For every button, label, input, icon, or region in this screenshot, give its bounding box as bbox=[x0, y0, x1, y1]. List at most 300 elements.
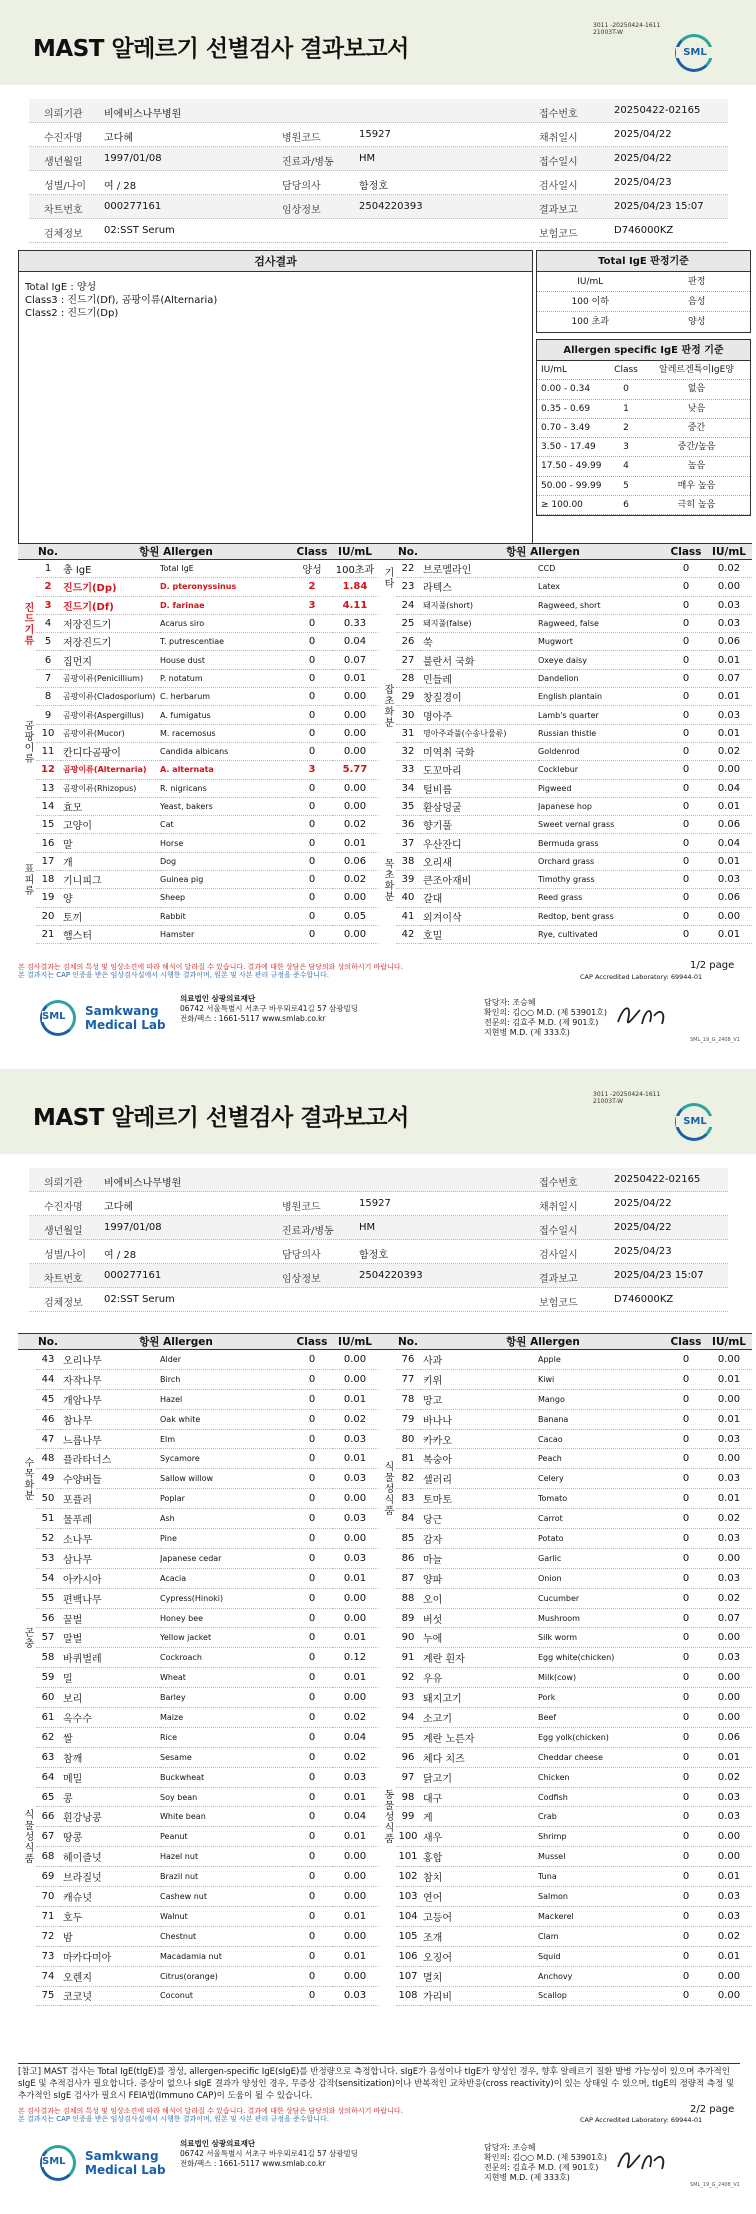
info-value: 고다혜 bbox=[104, 133, 133, 144]
allergen-class: 0 bbox=[292, 1946, 332, 1966]
allergen-name-en: Guinea pig bbox=[160, 871, 292, 889]
allergen-name-en: Acarus siro bbox=[160, 614, 292, 632]
info-label: 병원코드 bbox=[282, 1202, 321, 1213]
allergen-class: 0 bbox=[292, 779, 332, 797]
allergen-class: 0 bbox=[666, 1588, 706, 1608]
table-row bbox=[18, 1608, 378, 1628]
allergen-name-en: Sesame bbox=[160, 1747, 292, 1767]
allergen-name-en: Dandelion bbox=[538, 669, 666, 687]
allergen-no: 48 bbox=[36, 1449, 60, 1469]
allergen-iu: 0.00 bbox=[706, 1986, 752, 2006]
allergen-name-en: Squid bbox=[538, 1946, 666, 1966]
info-value: 2025/04/22 bbox=[614, 1222, 672, 1233]
allergen-name-ko: 저장진드기 bbox=[60, 633, 160, 651]
allergen-class: 0 bbox=[666, 1429, 706, 1449]
allergen-class: 0 bbox=[292, 1787, 332, 1807]
allergen-name-ko: 곰팡이류(Alternaria) bbox=[60, 761, 160, 779]
allergen-class: 0 bbox=[666, 1946, 706, 1966]
table-row bbox=[378, 1727, 752, 1747]
allergen-class: 0 bbox=[292, 1369, 332, 1389]
allergen-iu: 0.00 bbox=[332, 706, 378, 724]
allergen-iu: 0.00 bbox=[332, 1350, 378, 1370]
allergen-name-ko: 말 bbox=[60, 834, 160, 852]
class-header: Class bbox=[666, 1334, 706, 1350]
allergen-class: 0 bbox=[666, 1966, 706, 1986]
allergen-class: 0 bbox=[666, 1747, 706, 1767]
test-results-body: Total IgE : 양성 Class3 : 진드기(Df), 곰팡이류(Alternaria) Class2 : 진드기(Dp) bbox=[25, 282, 218, 319]
patient-info bbox=[29, 99, 728, 243]
allergen-class: 3 bbox=[292, 596, 332, 614]
allergen-class: 0 bbox=[666, 889, 706, 907]
allergen-name-en: Cucumber bbox=[538, 1588, 666, 1608]
table-row bbox=[378, 1906, 752, 1926]
info-value: 여 / 28 bbox=[104, 1250, 137, 1261]
allergen-class: 0 bbox=[666, 1389, 706, 1409]
allergen-name-en: Mango bbox=[538, 1389, 666, 1409]
allergen-class: 0 bbox=[292, 1469, 332, 1489]
table-row bbox=[18, 907, 378, 925]
allergen-no: 3 bbox=[36, 596, 60, 614]
allergen-iu: 0.03 bbox=[706, 1568, 752, 1588]
allergen-name-en: Sheep bbox=[160, 889, 292, 907]
allergen-iu: 0.01 bbox=[332, 834, 378, 852]
table-row bbox=[378, 1389, 752, 1409]
info-row bbox=[29, 1288, 728, 1312]
iu-header: IU/mL bbox=[706, 544, 752, 560]
allergen-name-ko: 누에 bbox=[420, 1628, 538, 1648]
group-label: 기타 bbox=[382, 567, 393, 590]
table-row bbox=[18, 742, 378, 760]
allergen-iu: 1.84 bbox=[332, 578, 378, 596]
allergen-iu: 0.03 bbox=[706, 1429, 752, 1449]
allergen-no: 34 bbox=[396, 779, 420, 797]
allergen-name-en: Horse bbox=[160, 834, 292, 852]
allergen-class: 0 bbox=[666, 779, 706, 797]
allergen-name-ko: 브로멜라인 bbox=[420, 560, 538, 578]
iu-header: IU/mL bbox=[332, 1334, 378, 1350]
allergen-name-en: Sallow willow bbox=[160, 1469, 292, 1489]
samkwang-logo: SML Samkwang Medical Lab bbox=[40, 2143, 180, 2183]
allergen-name-en: Cheddar cheese bbox=[538, 1747, 666, 1767]
table-row bbox=[378, 871, 752, 889]
allergen-iu: 0.02 bbox=[332, 871, 378, 889]
table-header-row bbox=[18, 544, 378, 560]
allergen-no: 18 bbox=[36, 871, 60, 889]
table-row bbox=[378, 1926, 752, 1946]
info-row bbox=[29, 219, 728, 243]
allergen-no: 29 bbox=[396, 688, 420, 706]
group-header bbox=[378, 1334, 396, 1350]
info-row bbox=[29, 195, 728, 219]
info-value: 1997/01/08 bbox=[104, 153, 162, 164]
allergen-name-ko: 코코넛 bbox=[60, 1986, 160, 2006]
allergen-name-ko: 곰팡이류(Aspergillus) bbox=[60, 706, 160, 724]
allergen-name-ko: 갈대 bbox=[420, 889, 538, 907]
allergen-iu: 0.00 bbox=[332, 889, 378, 907]
allergen-iu: 0.06 bbox=[332, 852, 378, 870]
allergen-class: 0 bbox=[666, 871, 706, 889]
allergen-iu: 0.03 bbox=[332, 1429, 378, 1449]
allergen-iu: 0.06 bbox=[706, 1727, 752, 1747]
info-value: 고다혜 bbox=[104, 1202, 133, 1213]
group-label: 식물성식품 bbox=[382, 1461, 393, 1517]
allergen-no: 68 bbox=[36, 1847, 60, 1867]
allergen-class: 0 bbox=[666, 1608, 706, 1628]
allergen-name-ko: 진드기(Df) bbox=[60, 596, 160, 614]
group-label: 식물성식품 bbox=[22, 1809, 33, 1865]
info-label: 채취일시 bbox=[539, 133, 578, 144]
allergen-name-en: Coconut bbox=[160, 1986, 292, 2006]
allergen-name-en: Apple bbox=[538, 1350, 666, 1370]
info-value: 비에비스나무병원 bbox=[104, 1178, 182, 1189]
allergen-name-en: Chestnut bbox=[160, 1926, 292, 1946]
table-row bbox=[378, 724, 752, 742]
allergen-iu: 0.07 bbox=[706, 669, 752, 687]
group-label: 동물성식품 bbox=[382, 1789, 393, 1845]
allergen-class: 0 bbox=[666, 797, 706, 815]
allergen-name-en: Sweet vernal grass bbox=[538, 816, 666, 834]
allergen-name-en: Sycamore bbox=[160, 1449, 292, 1469]
class-header: Class bbox=[666, 544, 706, 560]
allergen-iu: 0.00 bbox=[332, 1369, 378, 1389]
allergen-name-ko: 민들레 bbox=[420, 669, 538, 687]
allergen-name-ko: 소고기 bbox=[420, 1708, 538, 1728]
iu-header: IU/mL bbox=[332, 544, 378, 560]
table-row bbox=[18, 1429, 378, 1449]
table-row bbox=[378, 1628, 752, 1648]
allergen-no: 53 bbox=[36, 1548, 60, 1568]
allergen-iu: 0.00 bbox=[332, 1887, 378, 1907]
class-header: Class bbox=[292, 544, 332, 560]
table-row bbox=[18, 669, 378, 687]
allergen-name-en: Mugwort bbox=[538, 633, 666, 651]
page-number: 2/2 page bbox=[690, 2104, 735, 2115]
allergen-name-en: Salmon bbox=[538, 1887, 666, 1907]
allergen-no: 11 bbox=[36, 742, 60, 760]
table-row bbox=[18, 1509, 378, 1529]
allergen-class: 0 bbox=[292, 724, 332, 742]
allergen-iu: 0.03 bbox=[706, 1887, 752, 1907]
allergen-name-en: Dog bbox=[160, 852, 292, 870]
table-row bbox=[18, 1469, 378, 1489]
allergen-name-ko: 연어 bbox=[420, 1887, 538, 1907]
table-row bbox=[18, 1409, 378, 1429]
allergen-name-ko: 대구 bbox=[420, 1787, 538, 1807]
cap-accreditation: CAP Accredited Laboratory: 69944-01 bbox=[580, 2116, 703, 2124]
allergen-name-ko: 조개 bbox=[420, 1926, 538, 1946]
group-label: 표피류 bbox=[22, 863, 33, 897]
info-row bbox=[29, 1192, 728, 1216]
table-row bbox=[18, 706, 378, 724]
allergen-name-en: A. alternata bbox=[160, 761, 292, 779]
table-row bbox=[378, 1668, 752, 1688]
info-label: 보험코드 bbox=[539, 229, 578, 240]
table-row bbox=[378, 1688, 752, 1708]
report-page-2 bbox=[0, 1069, 756, 2188]
allergen-name-en: Egg yolk(chicken) bbox=[538, 1727, 666, 1747]
table-row bbox=[18, 1548, 378, 1568]
allergen-no: 69 bbox=[36, 1867, 60, 1887]
allergen-class: 양성 bbox=[292, 560, 332, 578]
allergen-class: 0 bbox=[292, 1628, 332, 1648]
report-header bbox=[0, 0, 756, 85]
table-row bbox=[18, 1588, 378, 1608]
info-value: 15927 bbox=[359, 129, 391, 140]
allergen-iu: 0.01 bbox=[332, 1906, 378, 1926]
allergen-name-en: C. herbarum bbox=[160, 688, 292, 706]
group-label: 곤충 bbox=[22, 1626, 33, 1649]
allergen-no: 72 bbox=[36, 1926, 60, 1946]
allergen-class: 0 bbox=[292, 1847, 332, 1867]
allergen-iu: 0.03 bbox=[332, 1509, 378, 1529]
allergen-iu: 0.01 bbox=[332, 1628, 378, 1648]
allergen-class: 0 bbox=[666, 1648, 706, 1668]
allergen-name-en: Onion bbox=[538, 1568, 666, 1588]
allergen-name-en: D. pteronyssinus bbox=[160, 578, 292, 596]
allergen-no: 1 bbox=[36, 560, 60, 578]
allergen-name-en: P. notatum bbox=[160, 669, 292, 687]
allergen-iu: 0.01 bbox=[706, 1867, 752, 1887]
allergen-iu: 0.04 bbox=[332, 633, 378, 651]
table-row bbox=[18, 1489, 378, 1509]
allergen-iu: 0.01 bbox=[332, 1568, 378, 1588]
specific-ref-row: ≥ 100.00 6 극히 높음 bbox=[537, 496, 750, 515]
allergen-name-en: Ash bbox=[160, 1509, 292, 1529]
allergen-no: 104 bbox=[396, 1906, 420, 1926]
allergen-class: 0 bbox=[292, 834, 332, 852]
info-label: 의뢰기관 bbox=[44, 1178, 83, 1189]
allergen-name-ko: 쌀 bbox=[60, 1727, 160, 1747]
info-label: 담당의사 bbox=[282, 181, 321, 192]
table-row bbox=[378, 1747, 752, 1767]
allergen-name-ko: 오징어 bbox=[420, 1946, 538, 1966]
group-header bbox=[378, 544, 396, 560]
table-row bbox=[18, 1628, 378, 1648]
allergen-name-en: Banana bbox=[538, 1409, 666, 1429]
allergen-name-en: Mushroom bbox=[538, 1608, 666, 1628]
allergen-class: 0 bbox=[292, 1648, 332, 1668]
allergen-no: 14 bbox=[36, 797, 60, 815]
allergen-class: 0 bbox=[666, 1469, 706, 1489]
allergen-iu: 0.01 bbox=[706, 797, 752, 815]
allergen-no: 22 bbox=[396, 560, 420, 578]
table-row bbox=[18, 688, 378, 706]
table-row bbox=[18, 1926, 378, 1946]
allergen-name-ko: 물푸레 bbox=[60, 1509, 160, 1529]
table-row bbox=[378, 1787, 752, 1807]
allergen-no: 87 bbox=[396, 1568, 420, 1588]
allergen-class: 0 bbox=[666, 1926, 706, 1946]
allergen-no: 91 bbox=[396, 1648, 420, 1668]
allergen-name-en: Potato bbox=[538, 1529, 666, 1549]
table-row bbox=[18, 1966, 378, 1986]
allergen-no: 46 bbox=[36, 1409, 60, 1429]
allergen-no: 95 bbox=[396, 1727, 420, 1747]
allergen-class: 0 bbox=[292, 1807, 332, 1827]
group-label: 잡초화분 bbox=[382, 683, 393, 728]
allergen-name-en: Russian thistle bbox=[538, 724, 666, 742]
allergen-name-en: Mussel bbox=[538, 1847, 666, 1867]
allergen-class: 0 bbox=[292, 1887, 332, 1907]
allergen-name-en: Japanese hop bbox=[538, 797, 666, 815]
allergen-class: 0 bbox=[666, 1847, 706, 1867]
allergen-iu: 0.03 bbox=[706, 1648, 752, 1668]
signature-image bbox=[614, 994, 670, 1034]
info-value: 2504220393 bbox=[359, 201, 423, 212]
allergen-iu: 0.33 bbox=[332, 614, 378, 632]
signature-image bbox=[614, 2139, 670, 2179]
table-row bbox=[378, 706, 752, 724]
specific-ref-row: 0.70 - 3.49 2 중간 bbox=[537, 419, 750, 438]
allergen-no: 31 bbox=[396, 724, 420, 742]
allergen-name-ko: 느릅나무 bbox=[60, 1429, 160, 1449]
info-row bbox=[29, 1264, 728, 1288]
allergen-name-en: Poplar bbox=[160, 1489, 292, 1509]
allergen-class: 0 bbox=[666, 1449, 706, 1469]
allergen-name-ko: 돼지풀(false) bbox=[420, 614, 538, 632]
allergen-name-en: M. racemosus bbox=[160, 724, 292, 742]
allergen-iu: 0.00 bbox=[332, 925, 378, 943]
table-row bbox=[18, 1807, 378, 1827]
allergen-class: 2 bbox=[292, 578, 332, 596]
allergen-no: 101 bbox=[396, 1847, 420, 1867]
allergen-class: 0 bbox=[292, 669, 332, 687]
allergen-no: 13 bbox=[36, 779, 60, 797]
info-value: 여 / 28 bbox=[104, 181, 137, 192]
table-row bbox=[18, 1887, 378, 1907]
table-row bbox=[378, 1708, 752, 1728]
allergen-name-ko: 저장진드기 bbox=[60, 614, 160, 632]
allergen-header: 항원 Allergen bbox=[420, 1334, 666, 1350]
allergen-no: 7 bbox=[36, 669, 60, 687]
info-label: 의뢰기관 bbox=[44, 109, 83, 120]
allergen-class: 0 bbox=[666, 1369, 706, 1389]
allergen-name-en: Yellow jacket bbox=[160, 1628, 292, 1648]
allergen-name-en: Ragweed, short bbox=[538, 596, 666, 614]
allergen-iu: 0.01 bbox=[332, 1668, 378, 1688]
footnote: 본 검사결과는 검체의 특성 및 임상소견에 따라 해석이 달라질 수 있습니다. 결과에 대한 상담은 담당의와 상의하시기 바랍니다. 본 결과지는 CAP 인증을 받은 임상검사실에서 시행한 결과이며, 원본 및 사본 관리 규정을 준수합니다. bbox=[18, 2107, 403, 2123]
allergen-name-en: Timothy grass bbox=[538, 871, 666, 889]
allergen-class: 0 bbox=[292, 925, 332, 943]
group-label: 목초화분 bbox=[382, 857, 393, 902]
table-row bbox=[18, 1449, 378, 1469]
group-header bbox=[18, 544, 36, 560]
allergen-name-en: Celery bbox=[538, 1469, 666, 1489]
info-label: 임상정보 bbox=[282, 1274, 321, 1285]
allergen-class: 0 bbox=[666, 1708, 706, 1728]
allergen-class: 0 bbox=[666, 816, 706, 834]
allergen-class: 0 bbox=[292, 651, 332, 669]
table-row bbox=[18, 724, 378, 742]
allergen-name-ko: 햄스터 bbox=[60, 925, 160, 943]
allergen-name-ko: 칸디다곰팡이 bbox=[60, 742, 160, 760]
allergen-no: 70 bbox=[36, 1887, 60, 1907]
allergen-name-ko: 헤이즐넛 bbox=[60, 1847, 160, 1867]
footnote: 본 검사결과는 검체의 특성 및 임상소견에 따라 해석이 달라질 수 있습니다. 결과에 대한 상담은 담당의와 상의하시기 바랍니다. 본 결과지는 CAP 인증을 받은 임상검사실에서 시행한 결과이며, 원본 및 사본 관리 규정을 준수합니다. bbox=[18, 963, 403, 979]
allergen-name-ko: 콩 bbox=[60, 1787, 160, 1807]
allergen-name-ko: 참치 bbox=[420, 1867, 538, 1887]
allergen-name-en: A. fumigatus bbox=[160, 706, 292, 724]
allergen-name-ko: 향기풀 bbox=[420, 816, 538, 834]
group-label: 진드기류 bbox=[22, 601, 33, 646]
allergen-name-ko: 닭고기 bbox=[420, 1767, 538, 1787]
allergen-iu: 0.02 bbox=[706, 560, 752, 578]
table-row bbox=[18, 1827, 378, 1847]
allergen-class: 0 bbox=[292, 1568, 332, 1588]
allergen-no: 99 bbox=[396, 1807, 420, 1827]
table-row bbox=[18, 1668, 378, 1688]
allergen-no: 38 bbox=[396, 852, 420, 870]
allergen-class: 0 bbox=[666, 633, 706, 651]
allergen-name-ko: 망고 bbox=[420, 1389, 538, 1409]
iu-header: IU/mL bbox=[706, 1334, 752, 1350]
allergen-name-ko: 라텍스 bbox=[420, 578, 538, 596]
allergen-iu: 0.00 bbox=[332, 1529, 378, 1549]
allergen-name-ko: 자작나무 bbox=[60, 1369, 160, 1389]
allergen-name-ko: 효모 bbox=[60, 797, 160, 815]
table-row bbox=[18, 1648, 378, 1668]
allergen-iu: 0.05 bbox=[332, 907, 378, 925]
table-row bbox=[378, 761, 752, 779]
allergen-no: 54 bbox=[36, 1568, 60, 1588]
allergen-no: 45 bbox=[36, 1389, 60, 1409]
table-row bbox=[378, 834, 752, 852]
allergen-name-ko: 계란 노른자 bbox=[420, 1727, 538, 1747]
allergen-name-en: Hazel bbox=[160, 1389, 292, 1409]
allergen-no: 37 bbox=[396, 834, 420, 852]
allergen-no: 67 bbox=[36, 1827, 60, 1847]
allergen-no: 88 bbox=[396, 1588, 420, 1608]
allergen-name-en: Honey bee bbox=[160, 1608, 292, 1628]
table-row bbox=[378, 889, 752, 907]
info-value: 2504220393 bbox=[359, 1270, 423, 1281]
table-row bbox=[18, 1867, 378, 1887]
allergen-class: 0 bbox=[292, 1747, 332, 1767]
table-row bbox=[378, 1767, 752, 1787]
info-label: 수진자명 bbox=[44, 1202, 83, 1213]
allergen-iu: 0.00 bbox=[332, 688, 378, 706]
info-value: 비에비스나무병원 bbox=[104, 109, 182, 120]
allergen-class: 3 bbox=[292, 761, 332, 779]
allergen-iu: 0.02 bbox=[706, 1926, 752, 1946]
allergen-no: 47 bbox=[36, 1429, 60, 1449]
allergen-name-en: Chicken bbox=[538, 1767, 666, 1787]
allergen-class: 0 bbox=[292, 1429, 332, 1449]
allergen-iu: 0.00 bbox=[706, 1847, 752, 1867]
allergen-name-en: Brazil nut bbox=[160, 1867, 292, 1887]
allergen-no: 60 bbox=[36, 1688, 60, 1708]
allergen-name-ko: 삼나무 bbox=[60, 1548, 160, 1568]
allergen-iu: 0.07 bbox=[332, 651, 378, 669]
allergen-name-ko: 홍합 bbox=[420, 1847, 538, 1867]
allergen-iu: 0.02 bbox=[332, 1747, 378, 1767]
allergen-name-ko: 돼지고기 bbox=[420, 1688, 538, 1708]
allergen-name-ko: 총 IgE bbox=[60, 560, 160, 578]
test-results-box bbox=[18, 250, 533, 545]
allergen-no: 30 bbox=[396, 706, 420, 724]
report-page-1 bbox=[0, 0, 756, 1069]
allergen-no: 43 bbox=[36, 1350, 60, 1370]
table-row bbox=[378, 1827, 752, 1847]
allergen-name-ko: 오이 bbox=[420, 1588, 538, 1608]
allergen-class: 0 bbox=[292, 816, 332, 834]
cap-accreditation: CAP Accredited Laboratory: 69944-01 bbox=[580, 973, 703, 981]
allergen-name-en: Redtop, bent grass bbox=[538, 907, 666, 925]
allergen-name-en: Pine bbox=[160, 1529, 292, 1549]
allergen-iu: 0.03 bbox=[706, 871, 752, 889]
allergen-no: 51 bbox=[36, 1509, 60, 1529]
allergen-iu: 0.04 bbox=[706, 779, 752, 797]
